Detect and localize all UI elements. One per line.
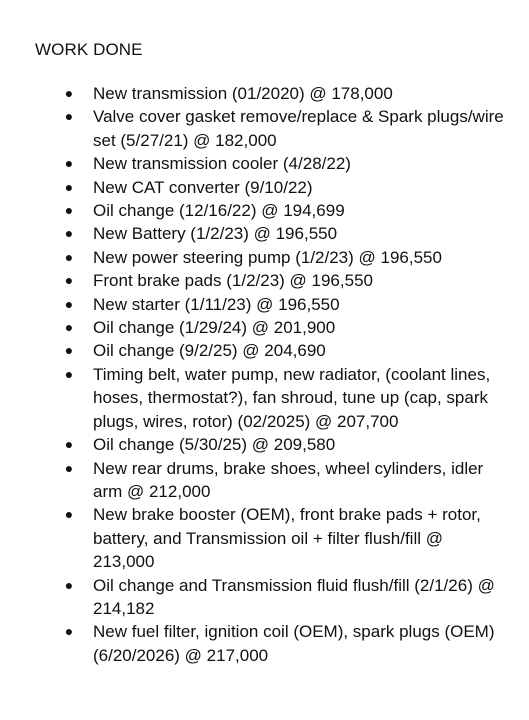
list-item bbox=[0, 82, 505, 105]
list-item bbox=[0, 457, 505, 504]
list-item bbox=[0, 503, 505, 573]
list-item-text: New transmission cooler (4/28/22) bbox=[93, 154, 351, 174]
list-item-text: New fuel filter, ignition coil (OEM), spark plugs (OEM) (6/20/2026) @ 217,000 bbox=[93, 622, 495, 665]
list-item-text: Front brake pads (1/2/23) @ 196,550 bbox=[93, 271, 373, 291]
bullet-icon: ● bbox=[64, 342, 74, 359]
list-item bbox=[0, 620, 505, 667]
bullet-icon: ● bbox=[64, 202, 74, 219]
bullet-icon: ● bbox=[64, 248, 74, 265]
list-item-text: Oil change (12/16/22) @ 194,699 bbox=[93, 201, 345, 221]
bullet-icon: ● bbox=[64, 623, 74, 640]
bullet-icon: ● bbox=[64, 155, 74, 172]
bullet-icon: ● bbox=[64, 506, 74, 523]
list-item bbox=[0, 199, 505, 222]
list-item-text: Oil change and Transmission fluid flush/fill (2/1/26) @ 214,182 bbox=[93, 575, 495, 618]
bullet-icon: ● bbox=[64, 178, 74, 195]
list-item bbox=[0, 363, 505, 433]
list-item-text: New starter (1/11/23) @ 196,550 bbox=[93, 294, 340, 314]
list-item bbox=[0, 176, 505, 199]
list-item bbox=[0, 293, 505, 316]
list-item-text: New Battery (1/2/23) @ 196,550 bbox=[93, 224, 338, 244]
list-item-text: Oil change (9/2/25) @ 204,690 bbox=[93, 341, 326, 361]
list-item-text: Timing belt, water pump, new radiator, (coolant lines, hoses, thermostat?), fan shroud, tune up (cap, spark plugs, wires, rotor) (02/2025) @ 207,700 bbox=[93, 364, 491, 431]
list-item bbox=[0, 339, 505, 362]
list-item bbox=[0, 574, 505, 621]
bullet-icon: ● bbox=[64, 295, 74, 312]
list-item-text: New brake booster (OEM), front brake pads + rotor, battery, and Transmission oil + filter flush/fill @ 213,000 bbox=[93, 505, 481, 572]
bullet-icon: ● bbox=[64, 85, 74, 101]
list-item-text: New CAT converter (9/10/22) bbox=[93, 177, 313, 197]
list-item-text: Oil change (1/29/24) @ 201,900 bbox=[93, 318, 336, 338]
list-item bbox=[0, 316, 505, 339]
work-done-list bbox=[0, 82, 505, 667]
bullet-icon: ● bbox=[64, 319, 74, 336]
bullet-icon: ● bbox=[64, 225, 74, 242]
bullet-icon: ● bbox=[64, 272, 74, 289]
bullet-icon: ● bbox=[64, 459, 74, 476]
list-item bbox=[0, 269, 505, 292]
list-item bbox=[0, 152, 505, 175]
bullet-icon: ● bbox=[64, 365, 74, 382]
list-item bbox=[0, 246, 505, 269]
bullet-icon: ● bbox=[64, 108, 74, 125]
list-item bbox=[0, 105, 505, 152]
document-heading: WORK DONE bbox=[35, 40, 143, 59]
list-item bbox=[0, 433, 505, 456]
list-item-text: Valve cover gasket remove/replace & Spark plugs/wire set (5/27/21) @ 182,000 bbox=[93, 107, 504, 150]
list-item-text: New transmission (01/2020) @ 178,000 bbox=[93, 84, 393, 103]
bullet-icon: ● bbox=[64, 576, 74, 593]
list-item-text: Oil change (5/30/25) @ 209,580 bbox=[93, 435, 336, 455]
list-item-text: New power steering pump (1/2/23) @ 196,550 bbox=[93, 247, 442, 267]
list-item bbox=[0, 222, 505, 245]
list-item-text: New rear drums, brake shoes, wheel cylinders, idler arm @ 212,000 bbox=[93, 458, 484, 501]
bullet-icon: ● bbox=[64, 436, 74, 453]
